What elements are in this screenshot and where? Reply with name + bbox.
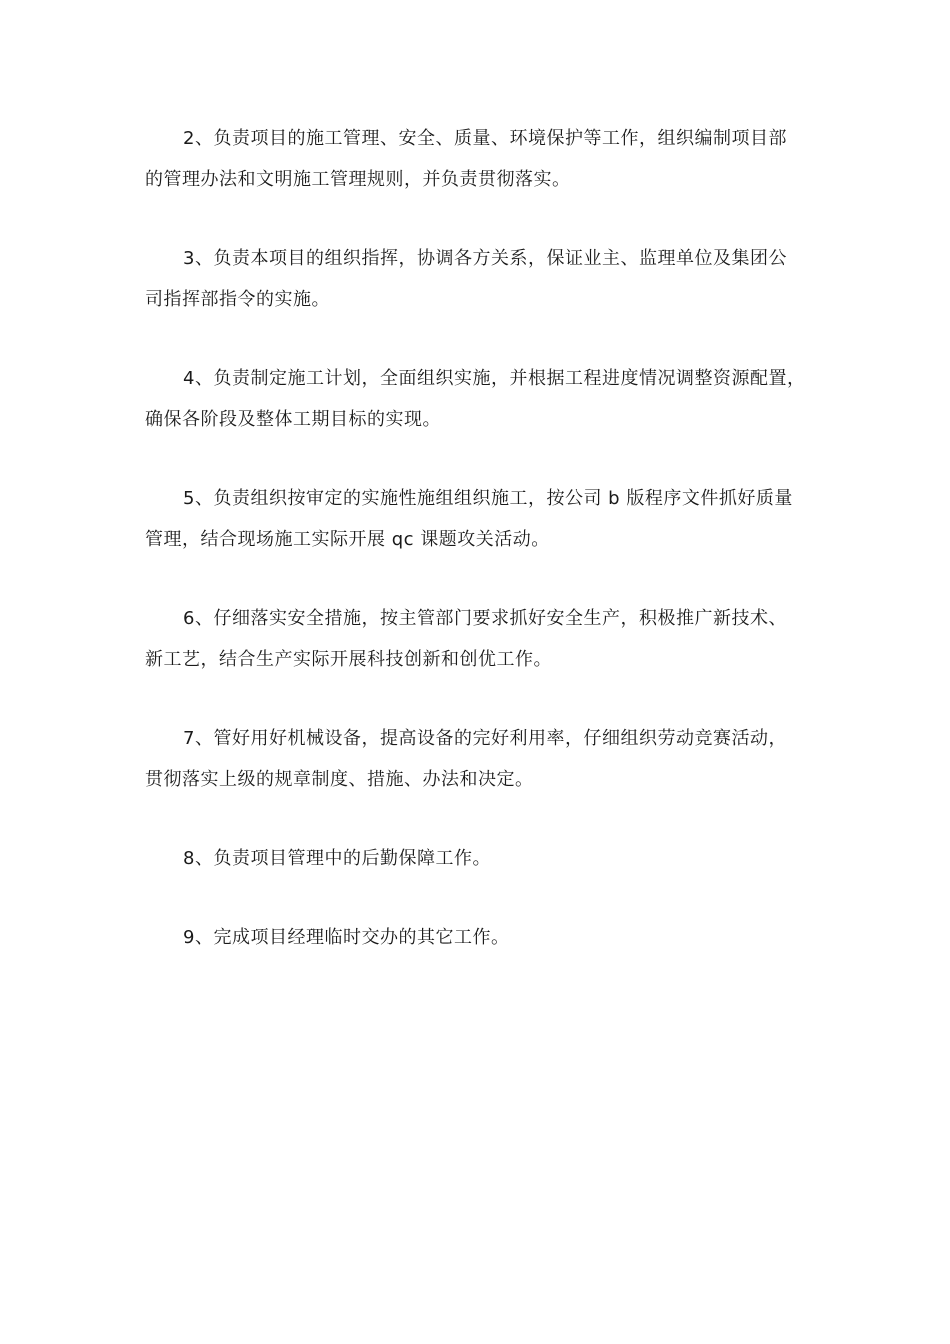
paragraph-line: 管理，结合现场施工实际开展 qc 课题攻关活动。 [145,529,550,550]
paragraph-line: 9、完成项目经理临时交办的其它工作。 [183,927,510,948]
paragraph-item-2 [145,118,817,200]
paragraph-item-8 [145,838,817,879]
paragraph-line: 4、负责制定施工计划，全面组织实施，并根据工程进度情况调整资源配置， [183,368,806,389]
paragraph-item-3 [145,238,817,320]
paragraph-item-9 [145,917,817,958]
paragraph-line: 的管理办法和文明施工管理规则，并负责贯彻落实。 [145,169,571,190]
paragraph-item-5 [145,478,817,560]
document-body [145,118,817,996]
paragraph-line: 5、负责组织按审定的实施性施组组织施工，按公司 b 版程序文件抓好质量 [183,488,793,509]
paragraph-line: 新工艺，结合生产实际开展科技创新和创优工作。 [145,649,552,670]
paragraph-item-6 [145,598,817,680]
paragraph-line: 8、负责项目管理中的后勤保障工作。 [183,848,491,869]
paragraph-item-4 [145,358,817,440]
paragraph-line: 3、负责本项目的组织指挥，协调各方关系，保证业主、监理单位及集团公 [183,248,787,269]
paragraph-line: 确保各阶段及整体工期目标的实现。 [145,409,441,430]
paragraph-line: 7、管好用好机械设备，提高设备的完好利用率，仔细组织劳动竞赛活动， [183,728,787,749]
paragraph-line: 6、仔细落实安全措施，按主管部门要求抓好安全生产，积极推广新技术、 [183,608,787,629]
paragraph-line: 司指挥部指令的实施。 [145,289,330,310]
paragraph-line: 贯彻落实上级的规章制度、措施、办法和决定。 [145,769,534,790]
paragraph-line: 2、负责项目的施工管理、安全、质量、环境保护等工作，组织编制项目部 [183,128,787,149]
paragraph-item-7 [145,718,817,800]
